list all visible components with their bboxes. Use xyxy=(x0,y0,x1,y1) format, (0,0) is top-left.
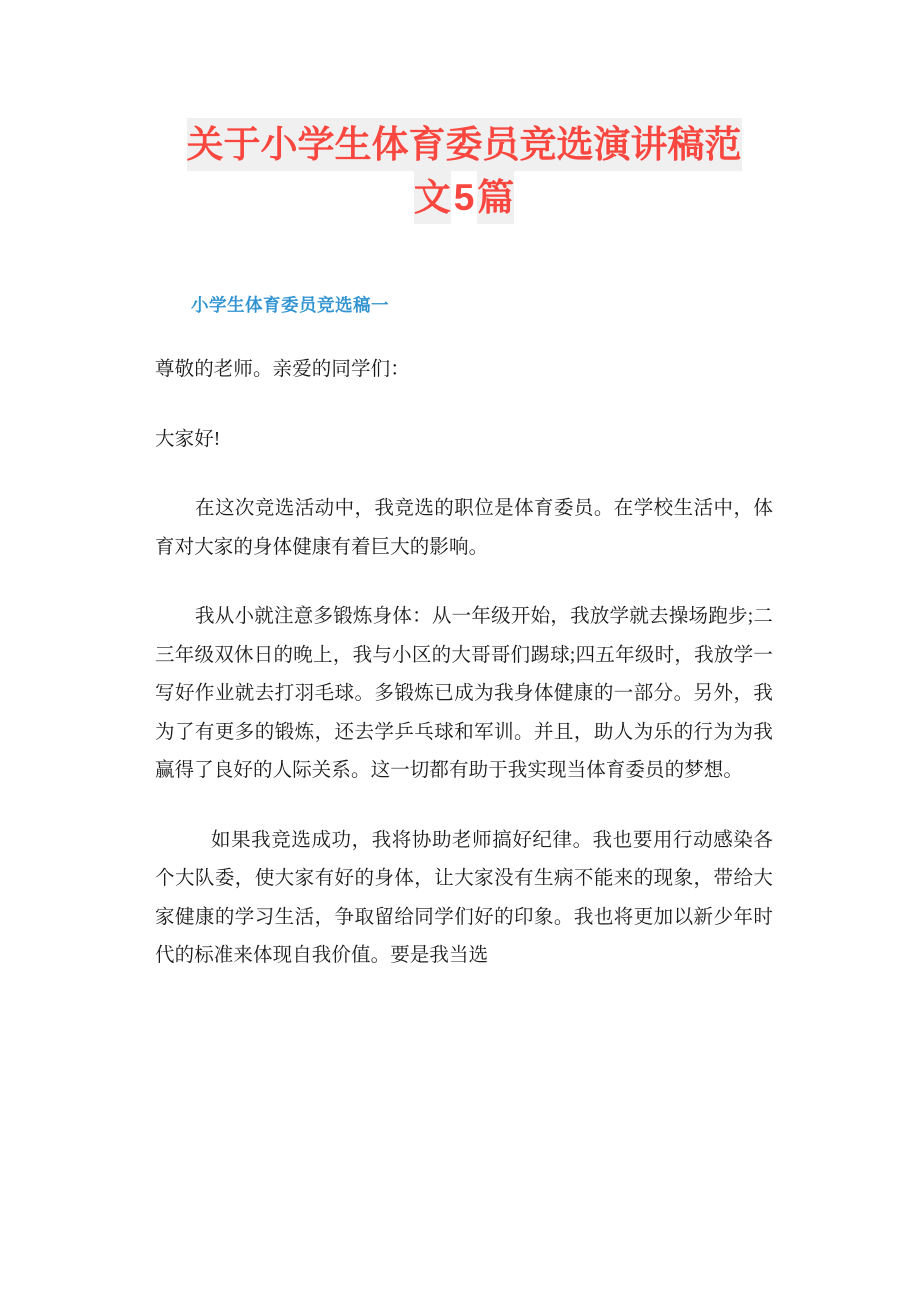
paragraph-plan: 如果我竞选成功，我将协助老师搞好纪律。我也要用行动感染各个大队委，使大家有好的身体，让大家没有生病不能来的现象，带给大家健康的学习生活，争取留给同学们好的印象。我也将更加以新少年时代的标准来体现自我价值。要是我当选 xyxy=(155,829,773,966)
page-title-char: 体 xyxy=(372,118,409,171)
page-title-char: 生 xyxy=(335,118,372,171)
page-title-line-2-count: 5 xyxy=(453,177,475,218)
page-title-char: 范 xyxy=(705,118,742,171)
page-title-line-2-prefix: 文 xyxy=(414,171,451,224)
page-title-char: 演 xyxy=(594,118,631,171)
page-title-char: 员 xyxy=(483,118,520,171)
page-title-char: 学 xyxy=(298,118,335,171)
page-title-char: 稿 xyxy=(668,118,705,171)
page-title-char: 竞 xyxy=(520,118,557,171)
page-title-line-1 xyxy=(187,124,742,165)
section-heading: 小学生体育委员竞选稿一 xyxy=(191,295,389,315)
paragraph-intro: 在这次竞选活动中，我竞选的职位是体育委员。在学校生活中，体育对大家的身体健康有着巨大的影响。 xyxy=(155,498,773,558)
page-title-char: 小 xyxy=(261,118,298,171)
page-title-char: 关 xyxy=(187,118,224,171)
page-title-char: 委 xyxy=(446,118,483,171)
document-content xyxy=(155,0,773,976)
page-title-char: 于 xyxy=(224,118,261,171)
page-title xyxy=(155,0,773,224)
page-title-char: 育 xyxy=(409,118,446,171)
page-title-char: 讲 xyxy=(631,118,668,171)
paragraph-salutation: 尊敬的老师。亲爱的同学们： xyxy=(155,359,410,380)
page-title-char: 选 xyxy=(557,118,594,171)
paragraph-greeting: 大家好! xyxy=(155,428,221,450)
page-title-line-2-suffix: 篇 xyxy=(477,171,514,224)
paragraph-experience: 我从小就注意多锻炼身体：从一年级开始，我放学就去操场跑步;二三年级双休日的晚上，我与小区的大哥哥们踢球;四五年级时，我放学一写好作业就去打羽毛球。多锻炼已成为我身体健康的一部分。另外，我为了有更多的锻炼，还去学乒乓球和军训。并且，助人为乐的行为为我赢得了良好的人际关系。这一切都有助于我实现当体育委员的梦想。 xyxy=(155,606,773,781)
